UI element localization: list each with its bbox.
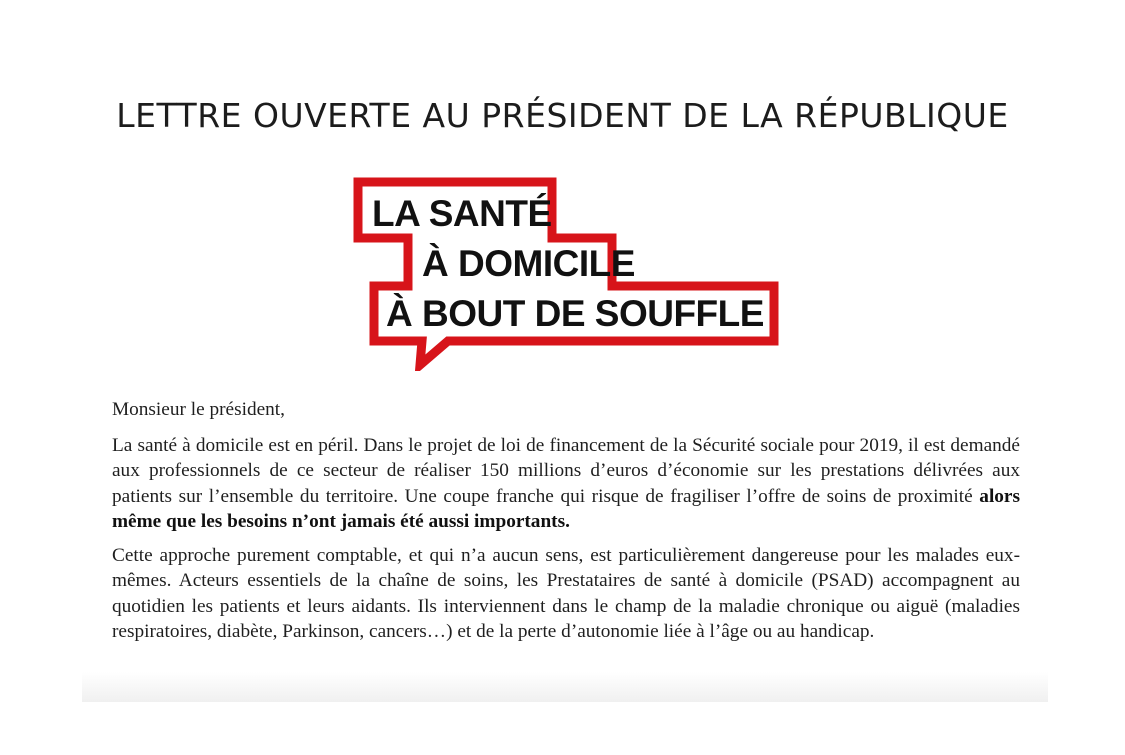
logo-line-3: À BOUT DE SOUFFLE (386, 293, 764, 334)
campaign-logo (350, 176, 782, 371)
logo-line-1: LA SANTÉ (372, 193, 552, 234)
letter-body (112, 397, 1020, 653)
paragraph-2: Cette approche purement comptable, et qui n’a aucun sens, est particulièrement dangereuse pour les malades eux-mêmes. Acteurs essentiels de la chaîne de soins, les Prestataires de santé à domicile (PSAD) accompagnent au quotidien les patients et leurs aidants. Ils interviennent dans le champ de la maladie chronique ou aiguë (maladies respiratoires, diabète, Parkinson, cancers…) et de la perte d’autonomie liée à l’âge ou au handicap. (112, 544, 1020, 642)
paragraph-1 (112, 433, 1020, 535)
logo-line-2: À DOMICILE (422, 243, 635, 284)
paragraph-1-emphasis: alors même que les besoins n’ont jamais été aussi importants. (112, 485, 1020, 532)
bottom-fade (82, 672, 1048, 702)
letter-title: LETTRE OUVERTE AU PRÉSIDENT DE LA RÉPUBLIQUE (116, 96, 1009, 135)
salutation: Monsieur le président, (112, 399, 285, 420)
paragraph-1-text: La santé à domicile est en péril. Dans le projet de loi de financement de la Sécurité sociale pour 2019, il est demandé aux professionnels de ce secteur de réaliser 150 millions d’euros d’économie sur les prestations délivrées aux patients sur l’ensemble du territoire. Une coupe franche qui risque de fragiliser l’offre de soins de proximité (112, 434, 1020, 507)
speech-bubble-logo (350, 176, 782, 371)
